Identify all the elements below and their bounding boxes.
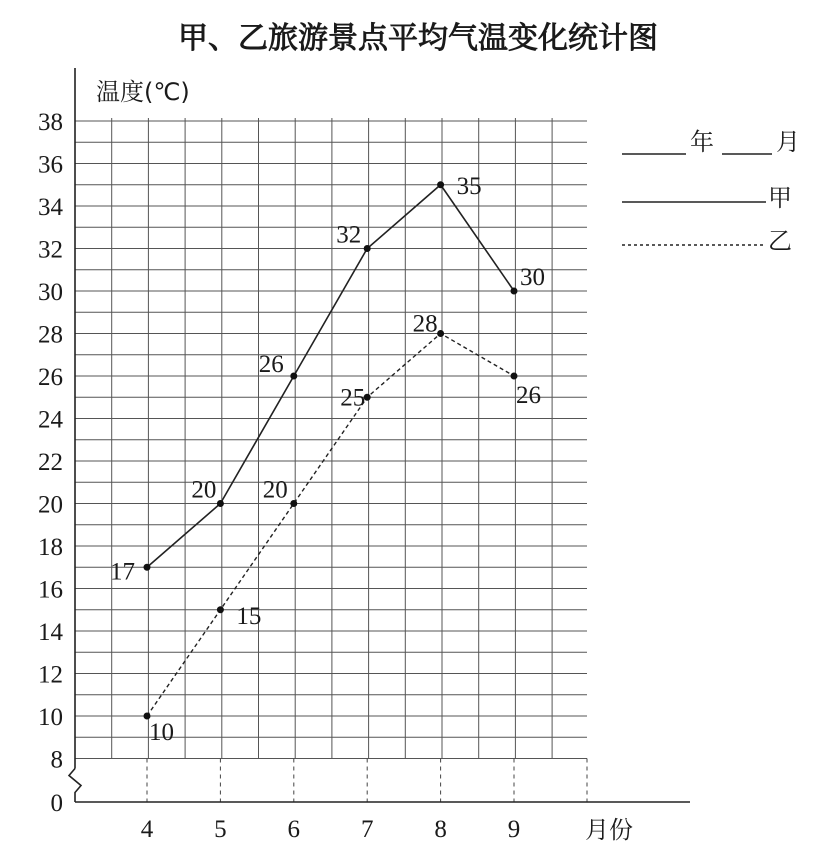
y-tick-label: 18 xyxy=(38,534,63,561)
x-tick-label: 4 xyxy=(140,816,154,843)
y-axis-break xyxy=(69,769,81,803)
data-point xyxy=(511,373,518,380)
y-tick-label: 32 xyxy=(38,236,63,264)
data-label: 25 xyxy=(340,384,366,412)
y-tick-label: 24 xyxy=(38,406,63,434)
legend-year-char: 年 xyxy=(690,128,714,156)
y-tick-label: 22 xyxy=(38,449,63,476)
data-label: 17 xyxy=(110,558,135,586)
x-tick-label: 6 xyxy=(287,816,301,843)
y-tick-label: 36 xyxy=(38,151,63,179)
data-point xyxy=(217,500,224,507)
legend xyxy=(622,128,800,255)
data-point xyxy=(144,564,151,571)
x-tick-label: 5 xyxy=(214,816,227,843)
data-label: 10 xyxy=(149,719,174,746)
data-label: 28 xyxy=(412,310,438,338)
data-label: 35 xyxy=(456,172,482,200)
data-point xyxy=(511,288,518,295)
y-tick-label: 12 xyxy=(38,661,63,689)
y-tick-label: 0 xyxy=(50,790,63,817)
data-label: 20 xyxy=(191,476,217,504)
x-tick-label: 8 xyxy=(434,816,447,843)
y-tick-label: 8 xyxy=(50,746,63,774)
y-tick-label: 34 xyxy=(38,194,63,221)
series-layer xyxy=(144,181,518,719)
data-label: 15 xyxy=(236,602,262,630)
y-axis-label: 温度(℃) xyxy=(96,78,190,106)
data-point xyxy=(290,373,297,380)
x-tick-label: 9 xyxy=(507,816,521,843)
y-tick-label: 26 xyxy=(38,364,63,391)
data-point xyxy=(364,245,371,252)
grid xyxy=(75,118,587,802)
x-tick-label: 7 xyxy=(360,816,374,843)
x-tick-labels xyxy=(141,816,521,843)
y-tick-labels xyxy=(38,109,64,817)
y-tick-label: 20 xyxy=(38,491,63,519)
data-point xyxy=(217,606,224,613)
y-tick-label: 28 xyxy=(38,321,63,349)
axes xyxy=(69,68,690,802)
legend-label-yi: 乙 xyxy=(768,227,792,255)
y-tick-label: 16 xyxy=(38,576,63,604)
y-tick-label: 38 xyxy=(38,109,63,136)
data-label: 26 xyxy=(516,382,541,409)
x-axis-label: 月份 xyxy=(585,816,633,844)
data-labels xyxy=(110,173,545,746)
data-label: 26 xyxy=(258,351,284,378)
data-label: 20 xyxy=(262,476,288,504)
y-tick-label: 14 xyxy=(38,619,63,646)
data-point xyxy=(290,500,297,507)
y-tick-label: 30 xyxy=(38,279,63,306)
data-point xyxy=(437,330,444,337)
data-label: 30 xyxy=(520,264,545,291)
data-point xyxy=(437,181,444,188)
legend-month-char: 月 xyxy=(776,128,800,156)
chart-title: 甲、乙旅游景点平均气温变化统计图 xyxy=(178,21,658,56)
y-tick-label: 10 xyxy=(38,704,63,731)
data-label: 32 xyxy=(336,221,362,249)
legend-label-jia: 甲 xyxy=(768,184,792,212)
